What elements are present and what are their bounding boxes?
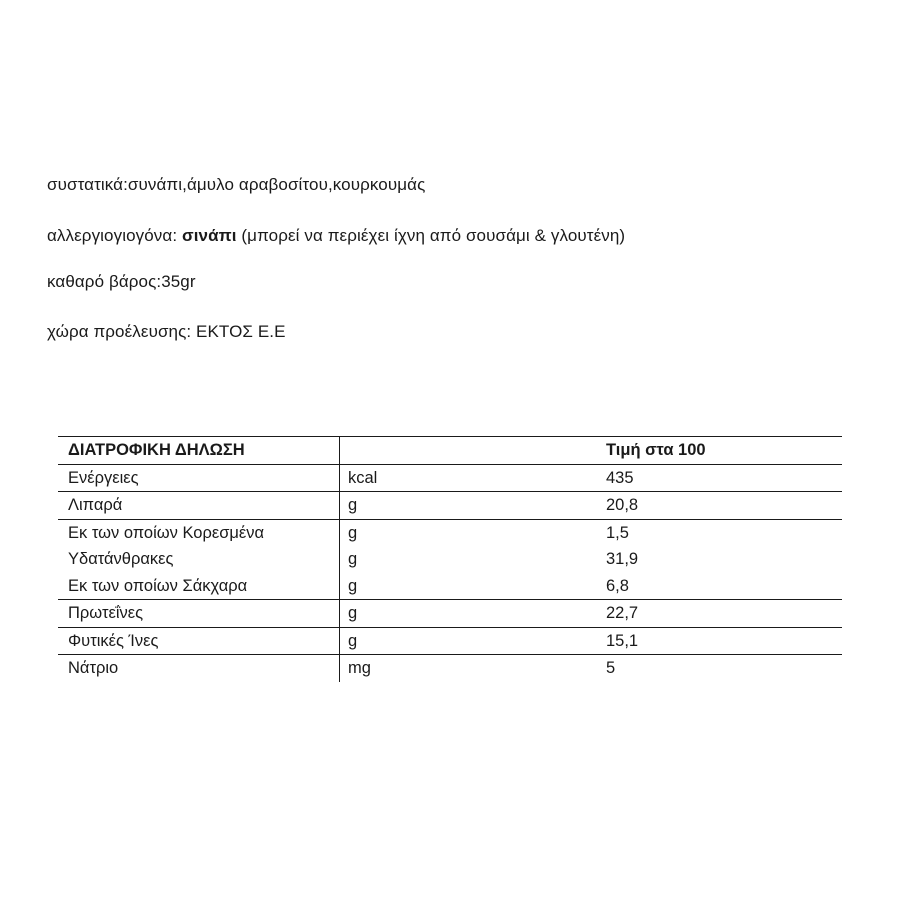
column-divider [339,628,340,655]
nutrient-unit: g [348,604,358,622]
nutrient-unit: g [348,631,358,650]
nutrient-value: 31,9 [606,550,639,568]
allergens-suffix: (μπορεί να περιέχει ίχνη από σουσάμι & γλουτένη) [236,226,626,245]
allergens-prefix: αλλεργιογιογόνα: [47,226,182,245]
net-weight-text: καθαρό βάρος:35gr [47,272,196,291]
nutrient-value: 22,7 [606,604,639,622]
nutrient-value: 1,5 [606,523,629,542]
nutrient-unit: g [348,576,358,595]
nutrient-unit: mg [348,659,371,677]
table-row [58,573,842,600]
table-row [58,464,842,492]
table-row [58,654,842,682]
origin-text: χώρα προέλευσης: ΕΚΤΟΣ Ε.Ε [47,322,286,341]
column-divider [339,573,340,600]
nutrient-value: 15,1 [606,631,639,650]
nutrient-unit: kcal [348,468,378,487]
nutrient-name: Υδατάνθρακες [68,550,174,568]
nutrient-name: Φυτικές Ίνες [68,631,159,650]
column-divider [339,437,340,464]
nutrition-rows [58,464,842,682]
nutrient-value: 5 [606,659,616,677]
nutrient-value: 20,8 [606,496,639,514]
nutrient-name: Εκ των οποίων Σάκχαρα [68,576,248,595]
nutrient-value: 435 [606,468,634,487]
table-row [58,491,842,519]
column-divider [339,520,340,547]
table-row [58,627,842,655]
allergens-bold: σινάπι [181,226,237,245]
column-divider [339,655,340,682]
nutrient-name: Εκ των οποίων Κορεσμένα [68,523,265,542]
table-row [58,519,842,547]
nutrition-header-row [58,436,842,464]
nutrition-header-value: Τιμή στα 100 [606,441,706,459]
table-row [58,599,842,627]
nutrient-unit: g [348,496,358,514]
nutrient-unit: g [348,523,358,542]
column-divider [339,546,340,573]
nutrient-name: Νάτριο [68,659,119,677]
allergens-text [47,226,625,246]
table-row [58,546,842,573]
column-divider [339,492,340,519]
nutrient-name: Πρωτεΐνες [68,604,144,622]
column-divider [339,465,340,492]
nutrient-name: Λιπαρά [68,496,123,514]
column-divider [339,600,340,627]
nutrient-name: Ενέργειες [68,468,139,487]
nutrition-table [58,436,842,682]
nutrient-value: 6,8 [606,576,629,595]
ingredients-text: συστατικά:συνάπι,άμυλο αραβοσίτου,κουρκουμάς [47,175,426,194]
nutrition-header-title: ΔΙΑΤΡΟΦΙΚΗ ΔΗΛΩΣΗ [68,441,245,459]
nutrient-unit: g [348,550,358,568]
